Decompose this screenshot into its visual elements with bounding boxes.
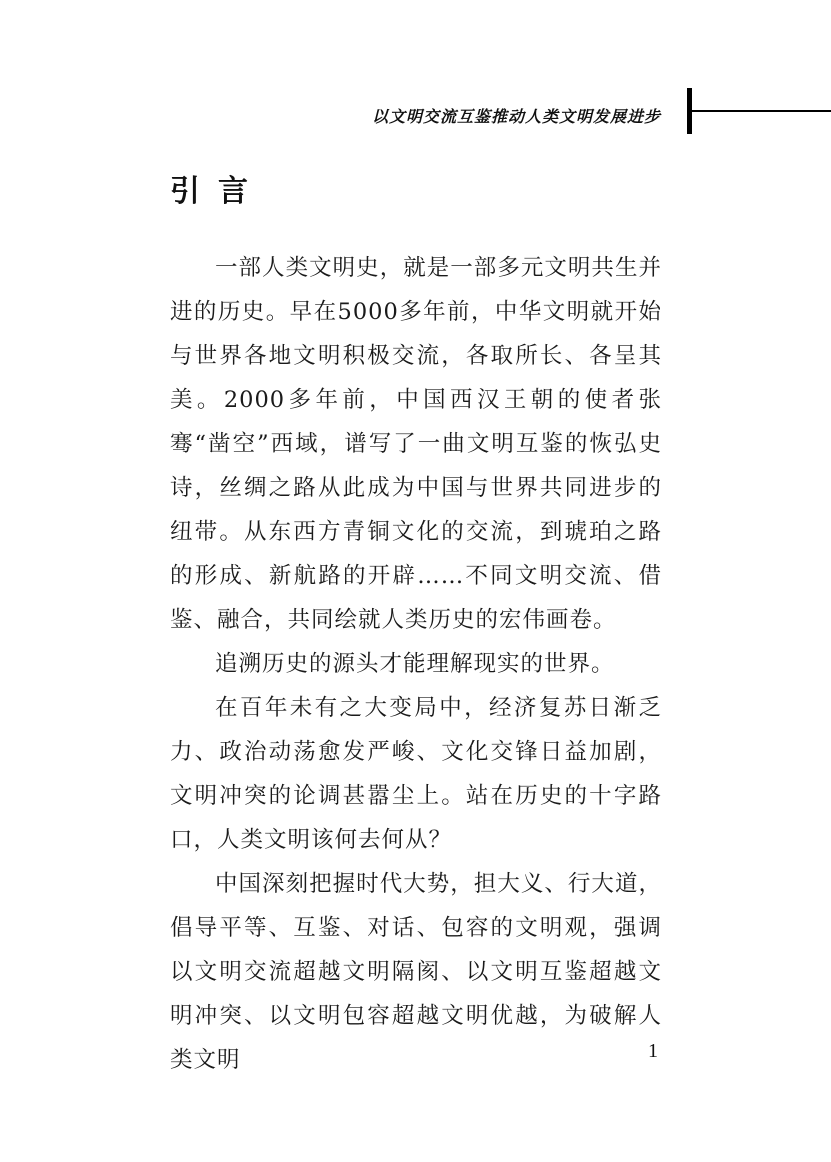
paragraph: 在百年未有之大变局中，经济复苏日渐乏力、政治动荡愈发严峻、文化交锋日益加剧，文明冲突的论调甚嚣尘上。站在历史的十字路口，人类文明该何去何从？ [170, 695, 662, 853]
chapter-title: 引言 [170, 174, 266, 209]
paragraph: 中国深刻把握时代大势，担大义、行大道，倡导平等、互鉴、对话、包容的文明观，强调以文明交流超越文明隔阂、以文明互鉴超越文明冲突、以文明包容超越文明优越，为破解人类文明 [170, 871, 662, 1073]
running-header-title: 以文明交流互鉴推动人类文明发展进步 [371, 107, 661, 126]
paragraph: 追溯历史的源头才能理解现实的世界。 [215, 651, 615, 677]
body-text [170, 246, 662, 1082]
page-number: 1 [648, 1040, 658, 1062]
header-horizontal-rule [692, 110, 831, 112]
paragraph: 一部人类文明史，就是一部多元文明共生并进的历史。早在5000多年前，中华文明就开始与世界各地文明积极交流，各取所长、各呈其美。2000多年前，中国西汉王朝的使者张骞“凿空”西域，谱写了一曲文明互鉴的恢弘史诗，丝绸之路从此成为中国与世界共同进步的纽带。从东西方青铜文化的交流，到琥珀之路的形成、新航路的开辟……不同文明交流、借鉴、融合，共同绘就人类历史的宏伟画卷。 [170, 255, 662, 633]
